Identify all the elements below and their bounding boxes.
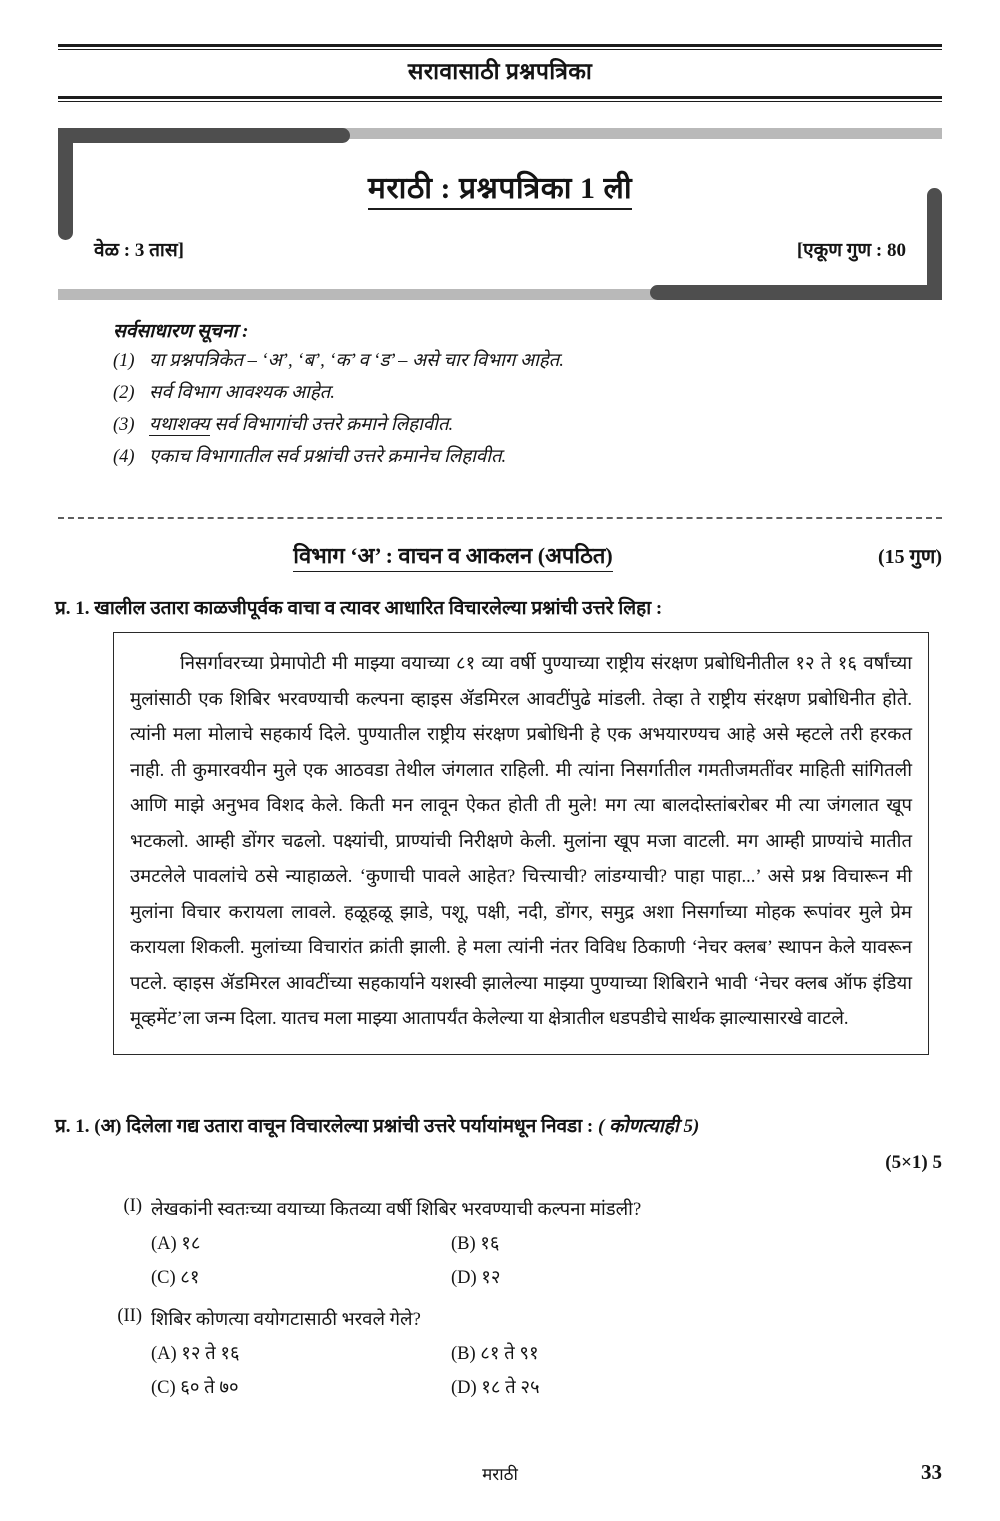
mcq-block <box>115 1196 935 1298</box>
time-and-marks-row <box>94 236 906 262</box>
mcq-option[interactable]: (D) १२ <box>451 1268 501 1288</box>
mcq-block <box>115 1306 935 1408</box>
instructions-list <box>113 349 913 470</box>
instruction-item <box>113 413 913 438</box>
mcq-question-label: (I) <box>123 1196 142 1216</box>
section-divider <box>58 517 942 519</box>
mcq-option[interactable]: (C) ६० ते ७० <box>151 1378 239 1398</box>
frame-corner-top-left-notch <box>73 143 89 159</box>
mcq-question-text: लेखकांनी स्वतःच्या वयाच्या कितव्या वर्षी शिबिर भरवण्याची कल्पना मांडली? <box>151 1200 642 1220</box>
instruction-item <box>113 349 913 374</box>
header-rule-top <box>58 44 942 50</box>
mcq-option[interactable]: (C) ८१ <box>151 1268 200 1288</box>
instruction-number: (1) <box>113 351 135 371</box>
instruction-item <box>113 445 913 470</box>
section-marks: (15 गुण) <box>877 546 942 568</box>
mcq-option-row <box>151 1230 935 1255</box>
instruction-number: (4) <box>113 446 135 467</box>
question-1a-marks: (5×1) 5 <box>885 1152 942 1173</box>
mcq-option[interactable]: (B) १६ <box>451 1234 500 1254</box>
mcq-question <box>115 1196 935 1221</box>
title-frame <box>58 128 942 300</box>
mcq-option-row <box>151 1374 935 1399</box>
instruction-number: (2) <box>113 382 135 403</box>
mcq-option[interactable]: (A) १२ ते १६ <box>151 1344 240 1364</box>
mcq-question-text: शिबिर कोणत्या वयोगटासाठी भरवले गेले? <box>151 1310 421 1330</box>
footer-page-number: 33 <box>921 1460 942 1484</box>
mcq-question-label: (II) <box>117 1306 142 1326</box>
instructions-heading: सर्वसाधारण सूचना : <box>113 321 249 342</box>
question-1a-prompt <box>55 1112 955 1138</box>
mcq-options <box>151 1340 935 1399</box>
instruction-text: यथाशक्य सर्व विभागांची उत्तरे क्रमाने लिहावीत. <box>149 414 454 435</box>
instruction-number: (3) <box>113 414 135 435</box>
question-1-prompt: प्र. 1. खालील उतारा काळजीपूर्वक वाचा व त्यावर आधारित विचारलेल्या प्रश्नांची उत्तरे लिहा : <box>55 598 663 619</box>
question-1a-prompt-main: प्र. 1. (अ) दिलेला गद्य उतारा वाचून विचारलेल्या प्रश्नांची उत्तरे पर्यायांमधून निवडा : <box>55 1116 598 1137</box>
mcq-option-row <box>151 1340 935 1365</box>
running-header-title: सरावासाठी प्रश्नपत्रिका <box>407 59 593 84</box>
mcq-question <box>115 1306 935 1331</box>
mcq-option[interactable]: (B) ८१ ते ९१ <box>451 1344 539 1364</box>
frame-corner-bottom-right-horizontal <box>650 285 942 300</box>
mcq-option-row <box>151 1264 935 1289</box>
reading-passage-text: निसर्गावरच्या प्रेमापोटी मी माझ्या वयाच्या ८१ व्या वर्षी पुण्याच्या राष्ट्रीय संरक्षण प्रबोधिनीतील १२ ते १६ वर्षांच्या मुलांसाठी एक शिबिर भरवण्याची कल्पना व्हाइस ॲडमिरल आवटींपुढे मांडली. तेव्हा ते राष्ट्रीय संरक्षण प्रबोधिनीत होते. त्यांनी मला मोलाचे सहकार्य दिले. पुण्यातील राष्ट्रीय संरक्षण प्रबोधिनी हे एक अभयारण्यच आहे असे म्हटले तरी हरकत नाही. ती कुमारवयीन मुले एक आठवडा तेथील जंगलात राहिली. मी त्यांना निसर्गातील गमतीजमतींवर माहिती सांगितली आणि माझे अनुभव विशद केले. किती मन लावून ऐकत होती ती मुले! मग त्या बालदोस्तांबरोबर मी त्या जंगलात खूप भटकलो. आम्ही डोंगर चढलो. पक्ष्यांची, प्राण्यांची निरीक्षणे केली. मुलांना खूप मजा वाटली. मग आम्ही प्राण्यांचे मातीत उमटलेले पावलांचे ठसे न्याहाळले. ‘कुणाची पावले आहेत? चित्त्याची? लांडग्याची? पाहा पाहा...’ असे प्रश्न विचारून मी मुलांना विचार करायला लावले. हळूहळू झाडे, पशू, पक्षी, नदी, डोंगर, समुद्र अशा निसर्गाच्या मोहक रूपांवर मुले प्रेम करायला शिकली. मुलांच्या विचारांत क्रांती झाली. हे मला त्यांनी नंतर विविध ठिकाणी ‘नेचर क्लब’ स्थापन केले यावरून पटले. व्हाइस ॲडमिरल आवटींच्या सहकार्याने यशस्वी झालेल्या माझ्या पुण्याच्या शिबिराने भावी ‘नेचर क्लब ऑफ इंडिया मूव्हमेंट’ला जन्म दिला. यातच मला माझ्या आतापर्यंत केलेल्या या क्षेत्रातील धडपडीचे सार्थक झाल्यासारखे वाटले. <box>130 654 912 1030</box>
mcq-option[interactable]: (D) १८ ते २५ <box>451 1378 540 1398</box>
section-heading <box>58 540 848 570</box>
instruction-item <box>113 381 913 406</box>
time-allowed-label: वेळ : 3 तास] <box>94 240 185 261</box>
page-title-text: मराठी : प्रश्नपत्रिका 1 ली <box>368 172 632 210</box>
general-instructions <box>113 322 913 477</box>
total-marks-label: [एकूण गुण : 80 <box>796 240 906 261</box>
instruction-text: एकाच विभागातील सर्व प्रश्नांची उत्तरे क्रमानेच लिहावीत. <box>149 446 507 467</box>
page-footer <box>58 1462 942 1485</box>
question-1a-prompt-italic: ( कोणत्याही 5) <box>597 1116 700 1137</box>
reading-passage-box <box>113 632 929 1055</box>
footer-subject: मराठी <box>482 1465 518 1484</box>
frame-bar-bottom <box>58 289 706 300</box>
mcq-option[interactable]: (A) १८ <box>151 1234 201 1254</box>
instruction-text: या प्रश्नपत्रिकेत – ‘अ’, ‘ब’, ‘क’ व ‘ड’ – असे चार विभाग आहेत. <box>149 351 564 371</box>
page-title <box>58 166 942 207</box>
instruction-text: सर्व विभाग आवश्यक आहेत. <box>149 382 335 403</box>
mcq-options <box>151 1230 935 1289</box>
frame-bar-top <box>294 128 942 139</box>
instruction-underlined-word: यथाशक्य <box>149 414 210 435</box>
section-heading-row <box>58 540 942 574</box>
frame-corner-bottom-right-notch <box>911 269 927 285</box>
header-rule-bottom <box>58 96 942 102</box>
frame-corner-top-left-horizontal <box>58 128 350 143</box>
section-heading-text: विभाग ‘अ’ : वाचन व आकलन (अपठित) <box>293 543 612 572</box>
